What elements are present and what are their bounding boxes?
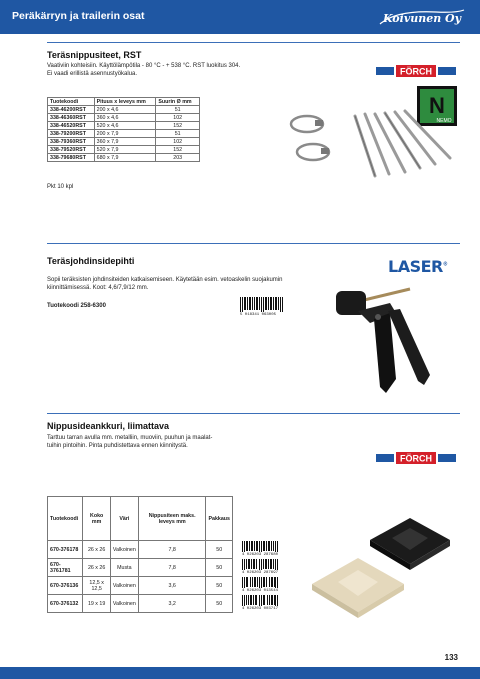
forch-logo-text: FÖRCH — [400, 66, 432, 77]
barcode — [242, 559, 278, 570]
diameter-cell: 102 — [156, 114, 200, 122]
adhesive-anchors-image — [300, 510, 460, 635]
max-width-cell: 3,6 — [138, 577, 206, 595]
section1-description — [47, 62, 240, 78]
column-header: Nippusiteen maks. leveys mm — [138, 497, 206, 541]
column-header: Väri — [110, 497, 138, 541]
section2-description — [47, 276, 282, 292]
package-cell: 50 — [206, 577, 233, 595]
package-cell: 50 — [206, 595, 233, 613]
product-code-cell: 670-376136 — [48, 577, 83, 595]
product-code-cell: 338-46200RST — [48, 106, 95, 114]
section3-description-line2: tuihin pintoihin. Pinta puhdistettava ennen kiinnitystä. — [47, 443, 188, 449]
table-row — [48, 106, 200, 114]
page-footer — [0, 667, 480, 679]
max-width-cell: 7,8 — [138, 541, 206, 559]
table-header-row — [48, 497, 233, 541]
barcode-number: 5 018341 063005 — [240, 313, 277, 317]
size-cell: 200 x 4,6 — [94, 106, 156, 114]
product-code-cell: 338-79360RST — [48, 138, 95, 146]
forch-logo — [376, 64, 456, 76]
barcode — [242, 541, 278, 552]
size-cell: 200 x 7,9 — [94, 130, 156, 138]
size-cell: 26 x 26 — [83, 541, 111, 559]
column-header: Pakkaus — [206, 497, 233, 541]
table-row — [48, 138, 200, 146]
steel-cable-ties-image — [285, 108, 455, 188]
section2-product-code: Tuotekoodi 258-6300 — [47, 303, 106, 309]
nemo-text: NEMO — [436, 118, 452, 124]
barcode-number: 4 026203 013544 — [242, 589, 279, 593]
section3-rule — [47, 413, 460, 414]
package-note: Pkt 10 kpl — [47, 184, 74, 190]
product-code-cell: 338-46360RST — [48, 114, 95, 122]
diameter-cell: 152 — [156, 122, 200, 130]
max-width-cell: 7,8 — [138, 559, 206, 577]
product-code-cell: 670-376132 — [48, 595, 83, 613]
size-cell: 520 x 7,9 — [94, 146, 156, 154]
column-header: Pituus x leveys mm — [94, 98, 156, 106]
color-cell: Valkoinen — [110, 595, 138, 613]
table-row — [48, 114, 200, 122]
table-row — [48, 154, 200, 162]
barcode — [242, 577, 278, 588]
product-code-cell: 338-79200RST — [48, 130, 95, 138]
column-header: Tuotekoodi — [48, 98, 95, 106]
laser-logo: LASER® — [388, 257, 448, 276]
diameter-cell: 51 — [156, 130, 200, 138]
table-row — [48, 122, 200, 130]
product-code-cell: 338-79520RST — [48, 146, 95, 154]
size-cell: 360 x 7,9 — [94, 138, 156, 146]
size-cell: 12,5 x 12,5 — [83, 577, 111, 595]
table-row — [48, 146, 200, 154]
forch-logo — [376, 451, 456, 463]
size-cell: 26 x 26 — [83, 559, 111, 577]
column-header: Koko mm — [83, 497, 111, 541]
section1-title: Teräsnippusiteet, RST — [47, 50, 142, 60]
section1-description-line2: Ei vaadi erillistä asennustyökalua. — [47, 71, 138, 77]
product-code-cell: 338-79680RST — [48, 154, 95, 162]
barcode — [242, 595, 278, 606]
section3-description — [47, 434, 212, 450]
header-title: Peräkärryn ja trailerin osat — [12, 10, 145, 22]
table-row — [48, 595, 233, 613]
color-cell: Valkoinen — [110, 577, 138, 595]
pliers-tool-image — [330, 283, 440, 408]
koivunen-logo-text: Koivunen Oy — [382, 12, 462, 25]
product-code-cell: 338-46520RST — [48, 122, 95, 130]
page-number: 133 — [444, 653, 458, 662]
section2-title: Teräsjohdinsidepihti — [47, 256, 135, 266]
section2-description-line1: Sopii teräksisten johdinsiteiden katkaisemiseen. Käytetään esim. vetoaskelin suojakumin — [47, 277, 283, 283]
package-cell: 50 — [206, 559, 233, 577]
barcode-number: 4 026203 287697 — [242, 571, 279, 575]
barcode — [240, 297, 284, 312]
section3-title: Nippusideankkuri, liimattava — [47, 421, 170, 431]
column-header: Suurin Ø mm — [156, 98, 200, 106]
color-cell: Musta — [110, 559, 138, 577]
max-width-cell: 3,2 — [138, 595, 206, 613]
forch-logo-text: FÖRCH — [400, 453, 432, 464]
table-row — [48, 577, 233, 595]
section3-description-line1: Tarttuu tarran avulla mm. metalliin, muoviin, puuhun ja maalat- — [47, 435, 213, 441]
product-code-cell: 670-3761781 — [48, 559, 83, 577]
section2-description-line2: kiinnittämisessä. Koot: 4,6/7,9/12 mm. — [47, 285, 149, 291]
size-cell: 520 x 4,6 — [94, 122, 156, 130]
product-code-cell: 670-376178 — [48, 541, 83, 559]
diameter-cell: 51 — [156, 106, 200, 114]
laser-logo-text: LASER — [388, 257, 443, 276]
section1-table — [47, 97, 200, 162]
koivunen-logo — [376, 6, 468, 28]
barcode-number: 4 026203 287680 — [242, 553, 279, 557]
size-cell: 19 x 19 — [83, 595, 111, 613]
section1-description-line1: Vaativiin kohteisiin. Käyttölämpötila - 80 °C - + 538 °C. RST luokitus 304. — [47, 63, 241, 69]
diameter-cell: 102 — [156, 138, 200, 146]
diameter-cell: 152 — [156, 146, 200, 154]
table-row — [48, 541, 233, 559]
color-cell: Valkoinen — [110, 541, 138, 559]
diameter-cell: 203 — [156, 154, 200, 162]
table-row — [48, 559, 233, 577]
barcode-number: 4 026203 003717 — [242, 607, 279, 611]
table-row — [48, 130, 200, 138]
size-cell: 360 x 4,6 — [94, 114, 156, 122]
package-cell: 50 — [206, 541, 233, 559]
column-header: Tuotekoodi — [48, 497, 83, 541]
section2-rule — [47, 243, 460, 244]
nemo-letter: N — [429, 93, 445, 118]
table-header-row — [48, 98, 200, 106]
section3-table — [47, 496, 233, 613]
page-header — [0, 0, 480, 34]
section1-rule — [47, 42, 460, 43]
size-cell: 680 x 7,9 — [94, 154, 156, 162]
